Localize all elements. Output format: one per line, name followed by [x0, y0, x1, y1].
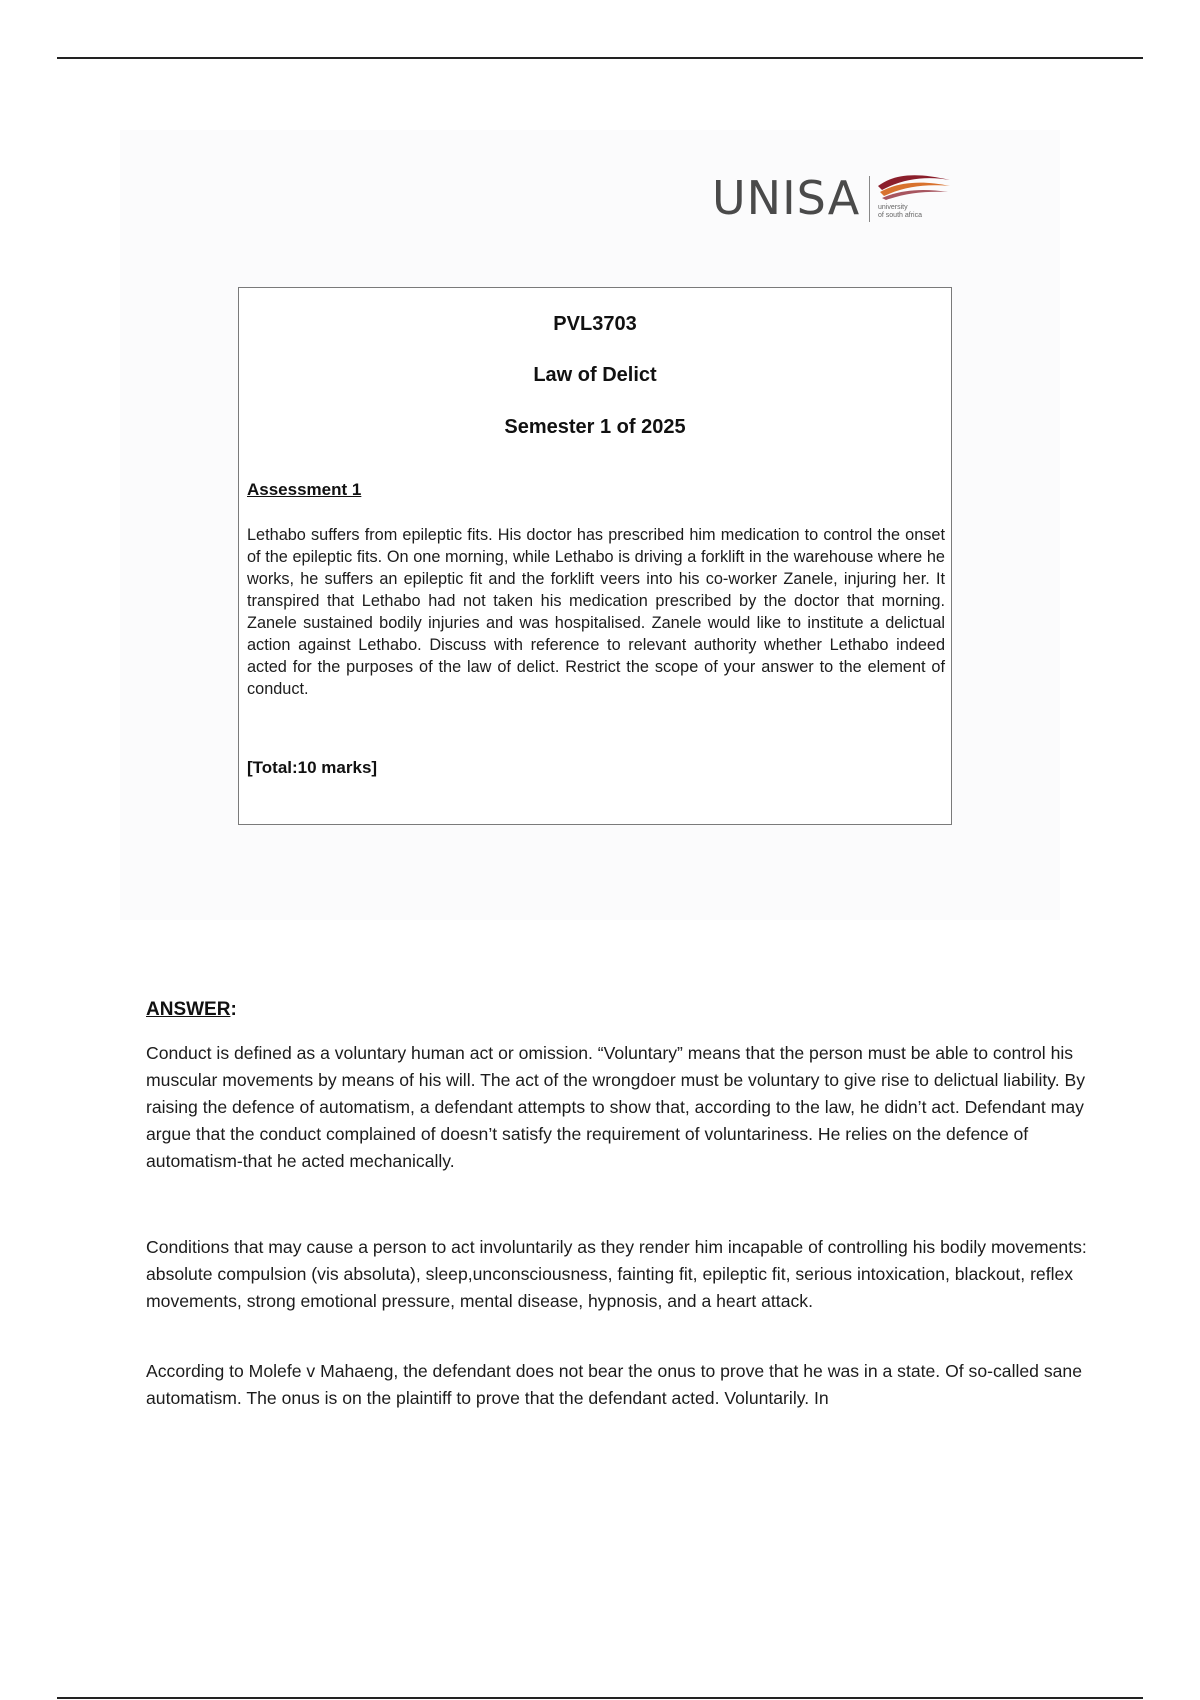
- total-marks: [Total:10 marks]: [247, 758, 378, 777]
- module-code: PVL3703: [553, 313, 637, 335]
- answer-heading: [146, 999, 237, 1021]
- unisa-logo: [712, 168, 952, 234]
- answer-paragraph-1: Conduct is defined as a voluntary human act or omission. “Voluntary” means that the person must be able to control his muscular movements by means of his will. The act of the wrongdoer must be voluntary to give rise to delictual liability. By raising the defence of automatism, a defendant attempts to show that, according to the law, he didn’t act. Defendant may argue that the conduct complained of doesn’t satisfy the requirement of voluntariness. He relies on the defence of automatism-that he acted mechanically.: [146, 1043, 1086, 1171]
- logo-subtitle-line2: of south africa: [878, 212, 922, 219]
- semester-label: Semester 1 of 2025: [504, 416, 686, 438]
- logo-wordmark: UNISA: [712, 171, 861, 225]
- question-text: Lethabo suffers from epileptic fits. His doctor has prescribed him medication to control the onset of the epileptic fits. On one morning, while Lethabo is driving a forklift in the warehouse where he works, he suffers an epileptic fit and the forklift veers into his co-worker Zanele, injuring her. It transpired that Lethabo had not taken his medication prescribed by the doctor that morning. Zanele sustained bodily injuries and was hospitalised. Zanele would like to institute a delictual action against Lethabo. Discuss with reference to relevant authority whether Lethabo indeed acted for the purposes of the law of delict. Restrict the scope of your answer to the element of conduct.: [247, 526, 945, 698]
- bottom-rule: [57, 1697, 1143, 1699]
- logo-subtitle-line1: university: [878, 204, 908, 211]
- answer-paragraph-2: Conditions that may cause a person to act involuntarily as they render him incapable of controlling his bodily movements: absolute compulsion (vis absoluta), sleep,unconsciousness, fainting fit, epileptic fit, serious intoxication, blackout, reflex movements, strong emotional pressure, mental disease, hypnosis, and a heart attack.: [146, 1237, 1087, 1311]
- answer-heading-colon: :: [230, 999, 237, 1020]
- answer-paragraph-3: According to Molefe v Mahaeng, the defendant does not bear the onus to prove that he was in a state. Of so-called sane automatism. The onus is on the plaintiff to prove that the defendant acted. Voluntarily. In: [146, 1361, 1082, 1408]
- answer-heading-label: ANSWER: [146, 999, 231, 1020]
- logo-subtitle: [878, 204, 922, 220]
- logo-divider: [869, 176, 870, 222]
- module-title: Law of Delict: [533, 364, 657, 386]
- assessment-label: Assessment 1: [247, 480, 362, 499]
- assessment-question-box: [238, 287, 952, 825]
- top-rule: [57, 57, 1143, 59]
- unisa-swoosh-icon: [876, 172, 952, 202]
